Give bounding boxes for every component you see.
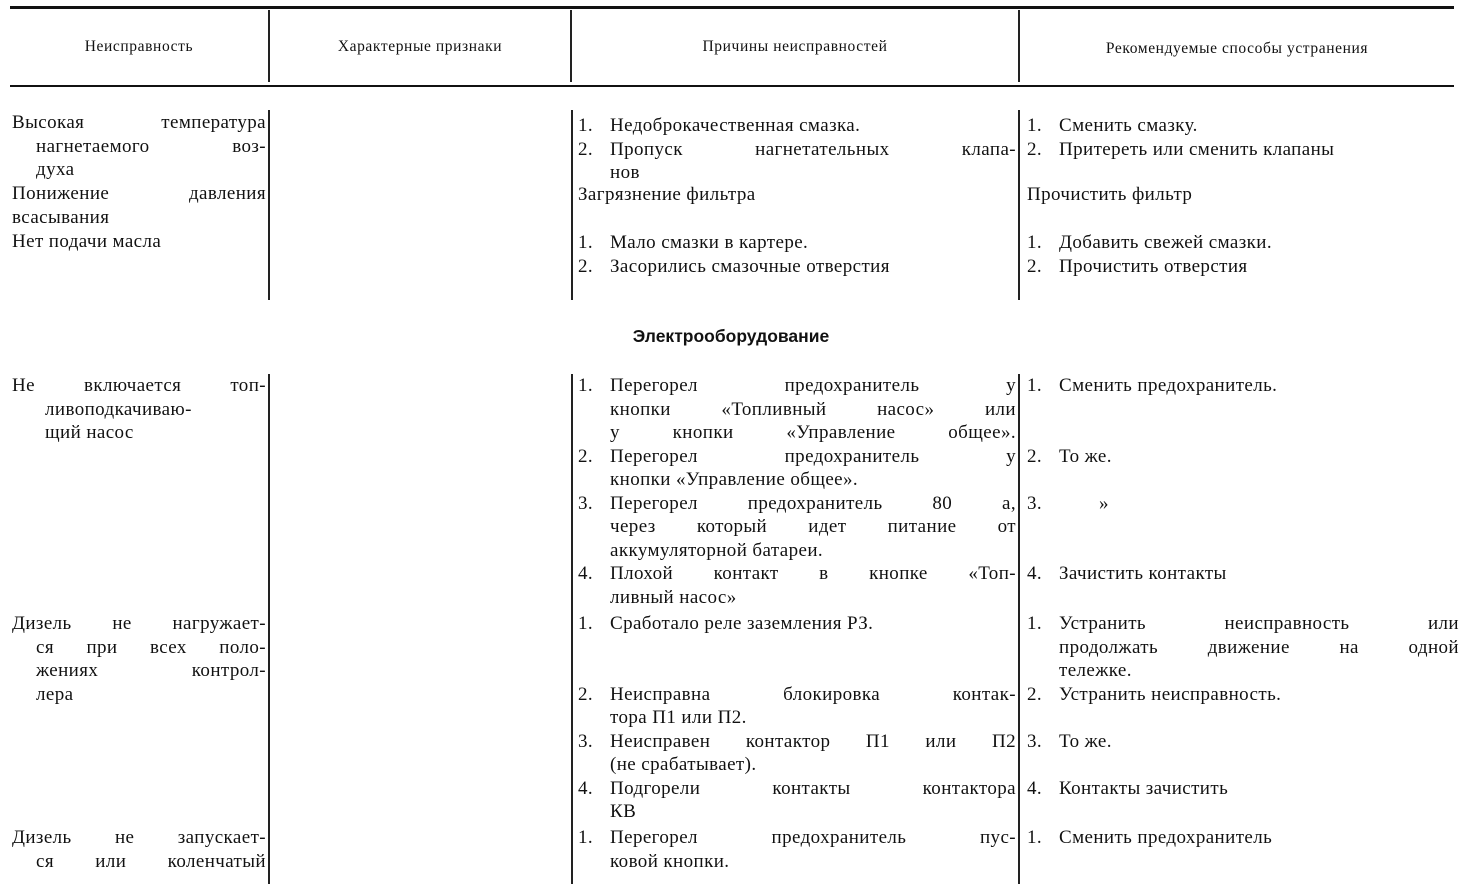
table-row-remedies: 1. Добавить свежей смазки. 2. Прочистить отверстия [1027,232,1272,277]
table-row-remedies: 1. Сменить предохранитель. 2. То же. 3. » 4. Зачистить контакты [1027,375,1278,584]
header-remedies: Рекомендуемые способы устранения [1105,40,1369,57]
table-row-fault: Высокая температура нагнетаемого воз- духа [12,112,266,180]
column-divider [268,110,270,300]
section-title: Электрооборудование [632,326,830,346]
table-row-remedies: Прочистить фильтр [1027,184,1193,205]
column-divider [268,374,270,884]
table-row-fault: Дизель не запускает- ся или коленчатый [12,827,266,872]
table-row-remedies: 1. Сменить предохранитель [1027,827,1273,848]
table-row-causes: 1. Мало смазки в картере. 2. Засорились смазочные отверстия [578,232,890,277]
table-row-fault: Понижение давления всасывания [12,183,266,228]
table-row-remedies: 1. Сменить смазку. 2. Притереть или сменить клапаны [1027,115,1335,160]
header-symptoms: Характерные признаки [337,38,503,55]
table-row-causes: 1. Перегорел предохранитель у кнопки «Топливный насос» или у кнопки «Управление общее». 2. Перегорел предохранитель у кнопки «Управление общее». 3. Перегорел предохранитель 80 а, через который идет питание от аккумуляторной батареи. 4. Плохой контакт в кнопке «Топ- ливный насос» [578,375,1016,608]
table-row-remedies: 1. Устранить неисправность или продолжать движение на одной тележке. 2. Устранить неисправность. 3. То же. 4. Контакты зачистить [1027,613,1459,799]
header-fault: Неисправность [84,38,194,55]
table-row-causes: Загрязнение фильтра [578,184,756,205]
table-row-fault: Не включается топ- ливоподкачиваю- щий насос [12,375,266,443]
table-row-causes: 1. Сработало реле заземления РЗ. 2. Неисправна блокировка контак- тора П1 или П2. 3. Неисправен контактор П1 или П2 (не срабатывает). 4. Подгорели контакты контактора КВ [578,613,1016,822]
table-row-causes: 1. Перегорел предохранитель пус- ковой кнопки. [578,827,1016,872]
column-divider [571,374,573,884]
table-header-rule [10,85,1454,87]
table-row-fault: Нет подачи масла [12,231,162,252]
table-top-rule [10,6,1454,9]
column-divider [1018,374,1020,884]
header-causes: Причины неисправностей [702,38,888,55]
table-row-fault: Дизель не нагружает- ся при всех поло- жениях контрол- лера [12,613,266,705]
column-divider [571,110,573,300]
column-divider [1018,110,1020,300]
table-row-causes: 1. Недоброкачественная смазка. 2. Пропуск нагнетательных клапа- нов [578,115,1016,183]
